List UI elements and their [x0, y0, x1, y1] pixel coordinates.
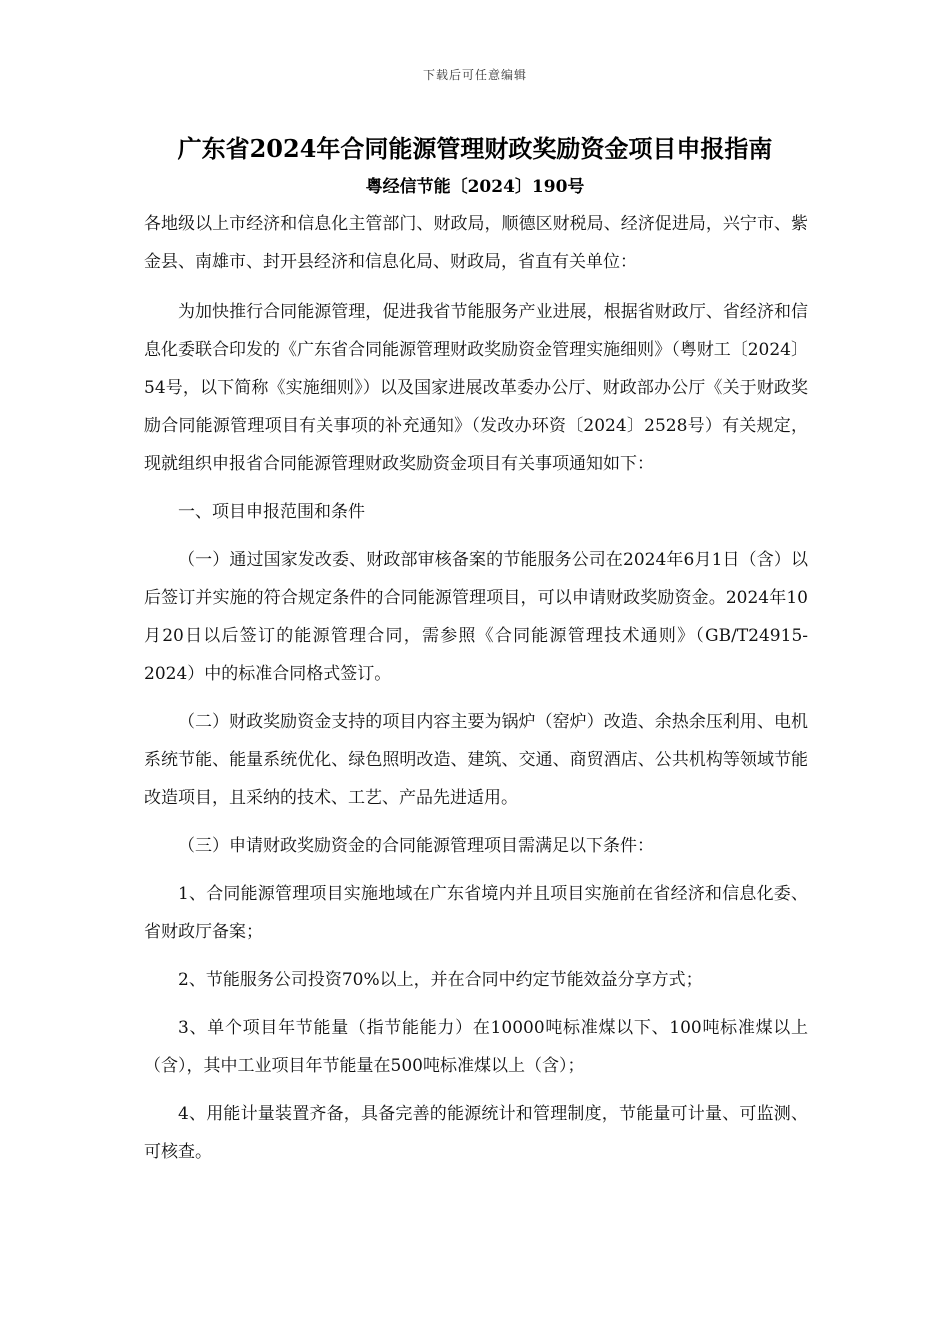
condition-item: 1、合同能源管理项目实施地域在广东省境内并且项目实施前在省经济和信息化委、省财政厅备案；	[144, 884, 808, 942]
header-note: 下载后可任意编辑	[422, 68, 527, 82]
section-heading: 一、项目申报范围和条件	[178, 502, 365, 522]
document-number: 粤经信节能〔2024〕190号	[365, 177, 585, 197]
clause-paragraph: （三）申请财政奖励资金的合同能源管理项目需满足以下条件：	[178, 836, 654, 856]
condition-item: 2、节能服务公司投资70%以上，并在合同中约定节能效益分享方式；	[178, 970, 703, 990]
document-title: 广东省2024年合同能源管理财政奖励资金项目申报指南	[177, 134, 773, 163]
document-body	[144, 205, 808, 1181]
addressee-paragraph: 各地级以上市经济和信息化主管部门、财政局，顺德区财税局、经济促进局，兴宁市、紫金县、南雄市、封开县经济和信息化局、财政局，省直有关单位：	[144, 214, 808, 272]
clause-paragraph: （二）财政奖励资金支持的项目内容主要为锅炉（窑炉）改造、余热余压利用、电机系统节能、能量系统优化、绿色照明改造、建筑、交通、商贸酒店、公共机构等领域节能改造项目，且采纳的技术、工艺、产品先进适用。	[144, 712, 808, 808]
intro-paragraph: 为加快推行合同能源管理，促进我省节能服务产业进展，根据省财政厅、省经济和信息化委联合印发的《广东省合同能源管理财政奖励资金管理实施细则》（粤财工〔2024〕54号，以下简称《实施细则》）以及国家进展改革委办公厅、财政部办公厅《关于财政奖励合同能源管理项目有关事项的补充通知》（发改办环资〔2024〕2528号）有关规定，现就组织申报省合同能源管理财政奖励资金项目有关事项通知如下：	[144, 302, 808, 474]
condition-item: 3、单个项目年节能量（指节能能力）在10000吨标准煤以下、100吨标准煤以上（含），其中工业项目年节能量在500吨标准煤以上（含）；	[144, 1018, 808, 1076]
condition-item: 4、用能计量装置齐备，具备完善的能源统计和管理制度，节能量可计量、可监测、可核查。	[144, 1104, 808, 1162]
clause-paragraph: （一）通过国家发改委、财政部审核备案的节能服务公司在2024年6月1日（含）以后签订并实施的符合规定条件的合同能源管理项目，可以申请财政奖励资金。2024年10月20日以后签订的能源管理合同，需参照《合同能源管理技术通则》（GB/T24915-2024）中的标准合同格式签订。	[144, 550, 808, 684]
